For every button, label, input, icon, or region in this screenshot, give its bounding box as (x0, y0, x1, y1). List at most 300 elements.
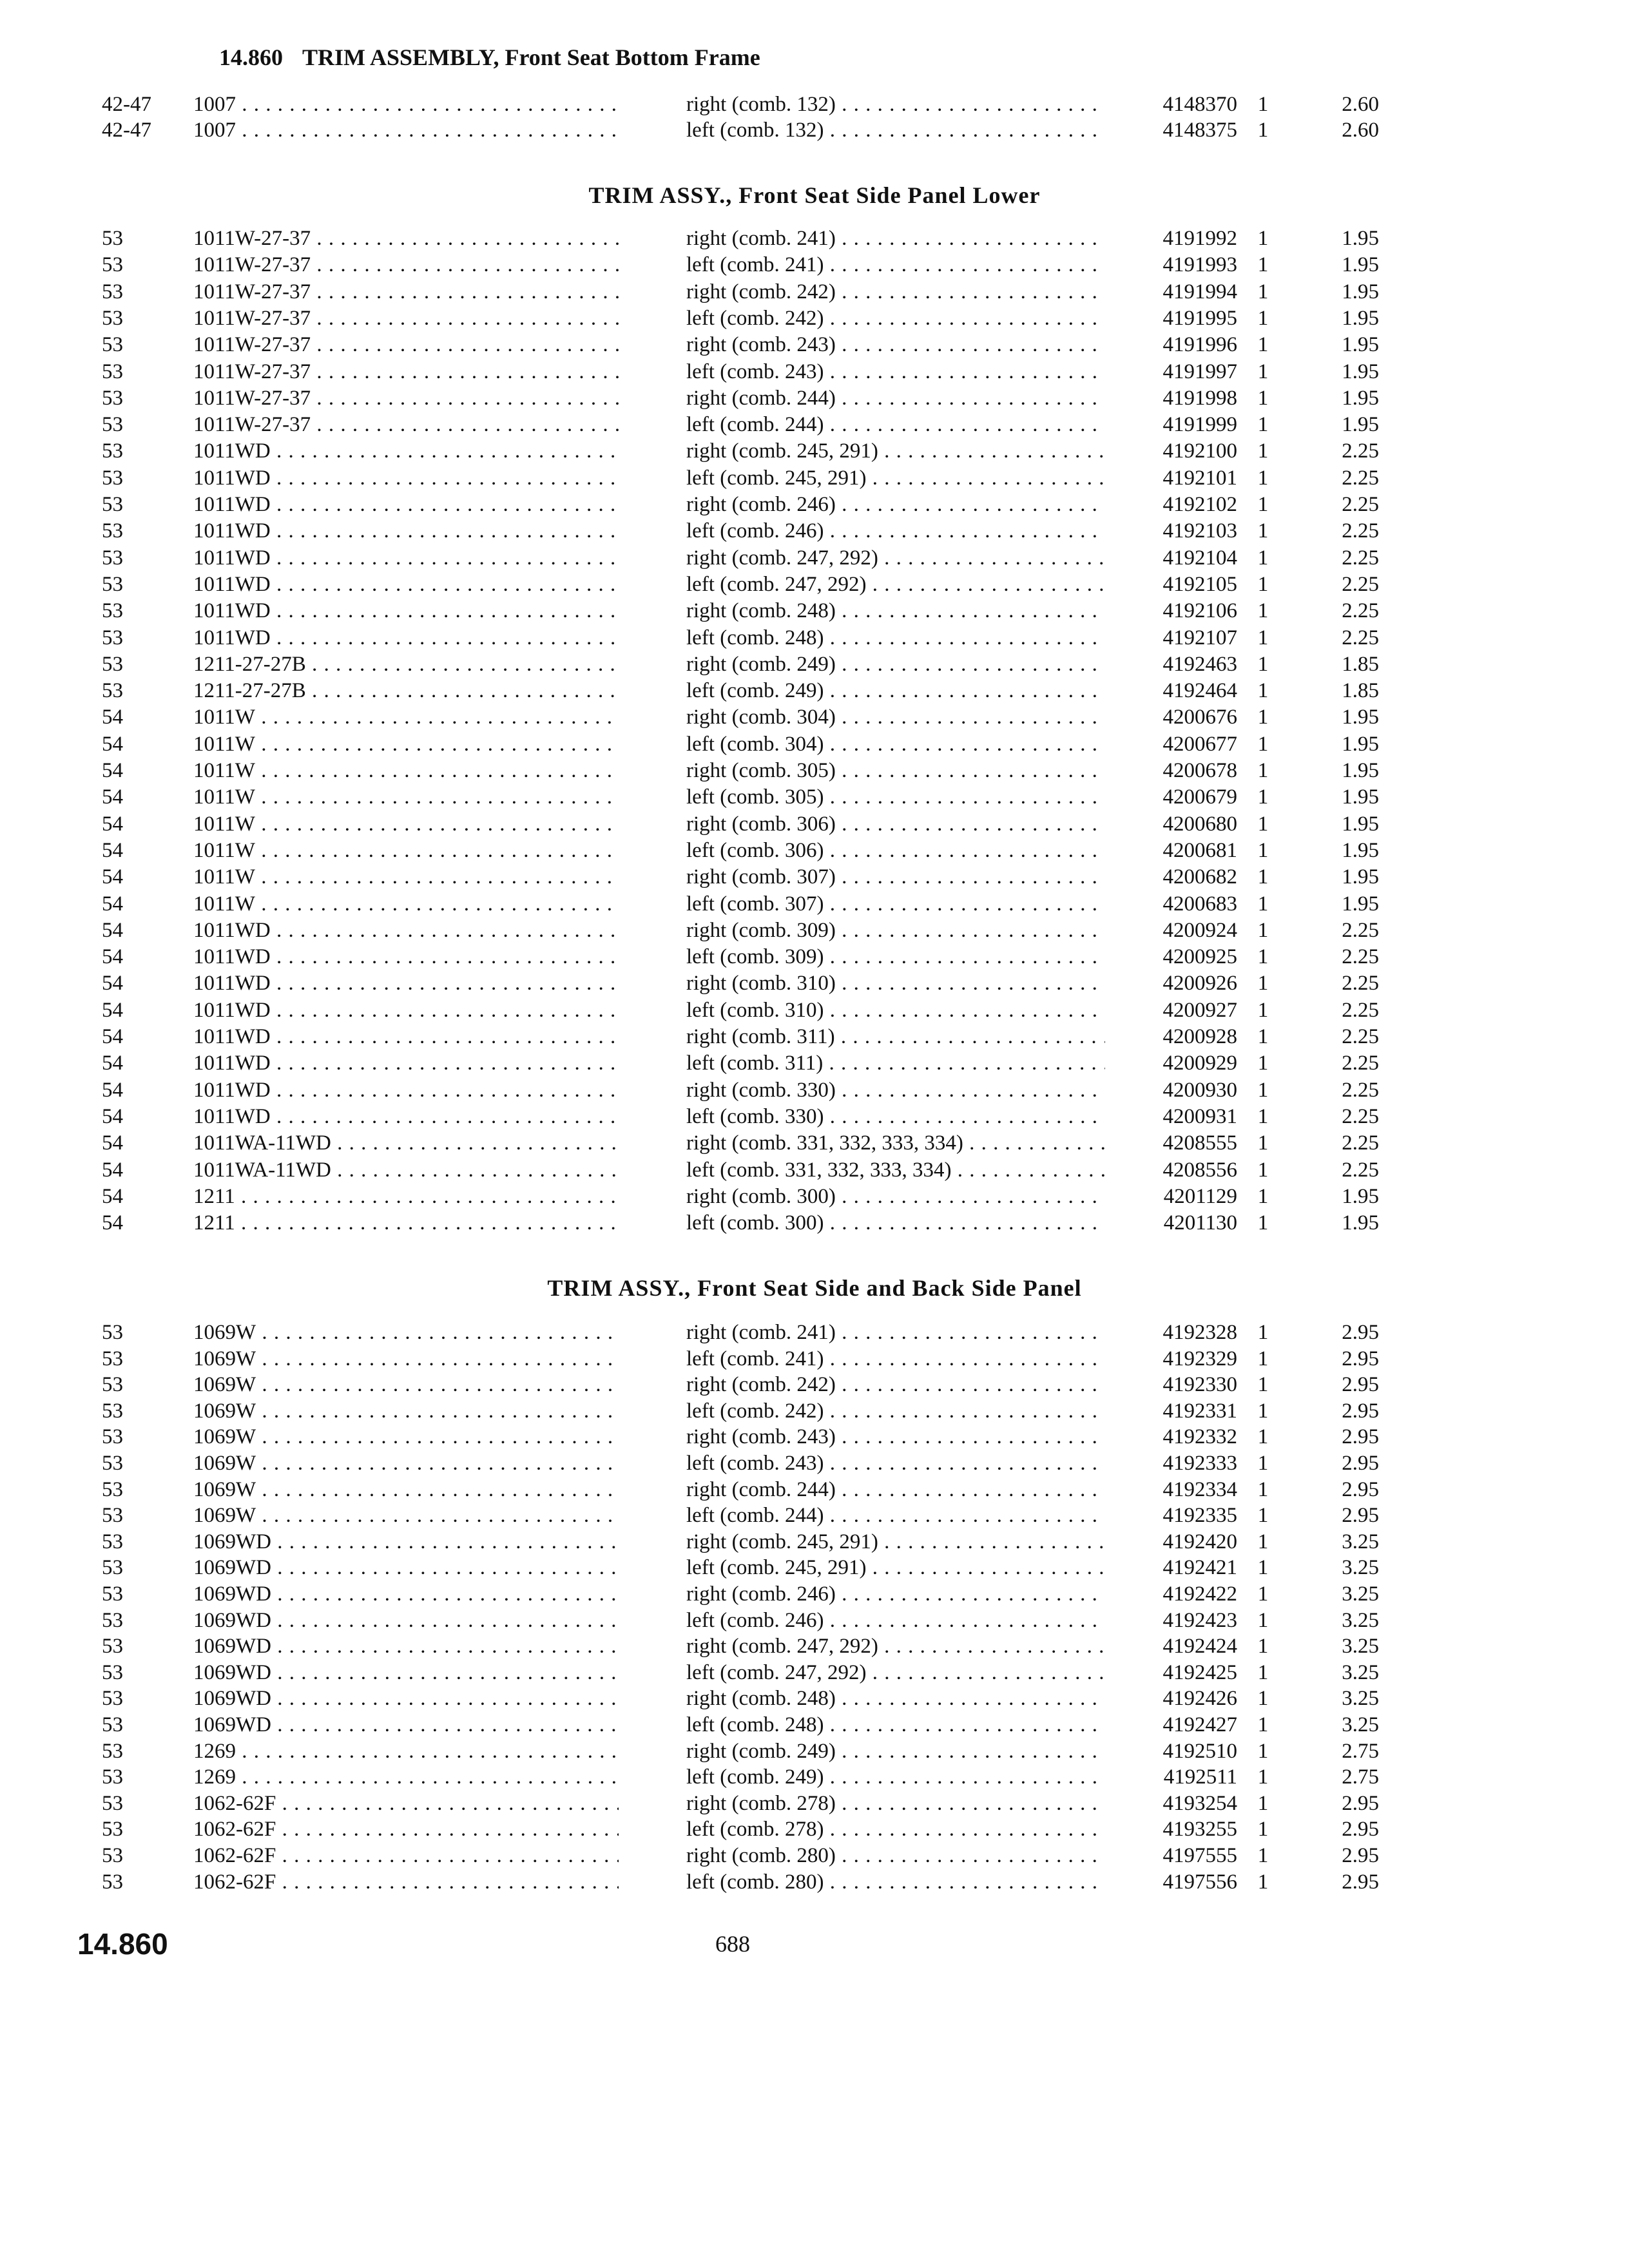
part-number-cell: 4192329 (1162, 1347, 1237, 1370)
price-cell: 2.95 (1342, 1399, 1379, 1423)
body-style-cell: 1011WD . . . (193, 970, 619, 996)
year-cell: 54 (102, 1104, 123, 1128)
quantity-cell: 1 (1257, 119, 1269, 142)
year-cell: 54 (102, 838, 123, 862)
description-cell: right (comb. 242) . . . (686, 279, 1105, 305)
part-number-cell: 4192106 (1162, 599, 1237, 623)
body-style-cell: 1069W . . . (193, 1398, 619, 1424)
section-title-side-panel-lower: TRIM ASSY., Front Seat Side Panel Lower (588, 182, 1041, 208)
price-cell: 1.95 (1342, 1184, 1379, 1208)
quantity-cell: 1 (1257, 493, 1269, 516)
quantity-cell: 1 (1257, 1739, 1269, 1763)
body-style-cell: 1011W-27-37 . . . (193, 412, 619, 437)
part-number-cell: 4192426 (1162, 1687, 1237, 1711)
table-row (0, 704, 1629, 730)
price-cell: 2.25 (1342, 1158, 1379, 1182)
part-number-cell: 4200677 (1162, 732, 1237, 756)
body-style-cell: 1069W . . . (193, 1477, 619, 1503)
year-cell: 53 (102, 1660, 123, 1684)
price-cell: 2.95 (1342, 1321, 1379, 1344)
part-number-cell: 4192463 (1162, 652, 1237, 676)
year-cell: 54 (102, 706, 123, 729)
year-cell: 54 (102, 918, 123, 942)
part-number-cell: 4200928 (1162, 1025, 1237, 1048)
table-row (0, 1157, 1629, 1183)
description-cell: left (comb. 330) . . . (686, 1104, 1105, 1129)
part-number-cell: 4200680 (1162, 812, 1237, 836)
body-style-cell: 1011WD . . . (193, 625, 619, 651)
table-row (0, 997, 1629, 1023)
year-cell: 53 (102, 626, 123, 649)
price-cell: 1.95 (1342, 759, 1379, 782)
quantity-cell: 1 (1257, 1582, 1269, 1606)
body-style-cell: 1062-62F . . . (193, 1791, 619, 1816)
price-cell: 2.25 (1342, 1078, 1379, 1102)
body-style-cell: 1007 . . . (193, 117, 619, 143)
quantity-cell: 1 (1257, 679, 1269, 703)
quantity-cell: 1 (1257, 599, 1269, 623)
body-style-cell: 1011WD . . . (193, 598, 619, 624)
description-cell: right (comb. 248) . . . (686, 1686, 1105, 1711)
quantity-cell: 1 (1257, 1818, 1269, 1841)
part-number-cell: 4192103 (1162, 519, 1237, 543)
body-style-cell: 1069WD . . . (193, 1686, 619, 1711)
part-number-cell: 4200683 (1162, 892, 1237, 916)
part-number-cell: 4191992 (1162, 227, 1237, 250)
price-cell: 1.95 (1342, 706, 1379, 729)
quantity-cell: 1 (1257, 466, 1269, 490)
price-cell: 1.95 (1342, 360, 1379, 383)
year-cell: 53 (102, 1713, 123, 1736)
table-row (0, 492, 1629, 517)
part-number-cell: 4192105 (1162, 572, 1237, 596)
year-cell: 54 (102, 1052, 123, 1075)
body-style-cell: 1011WD . . . (193, 518, 619, 544)
body-style-cell: 1069WD . . . (193, 1555, 619, 1581)
quantity-cell: 1 (1257, 1158, 1269, 1182)
part-number-cell: 4192511 (1163, 1765, 1237, 1789)
quantity-cell: 1 (1257, 1635, 1269, 1658)
part-number-cell: 4191994 (1162, 280, 1237, 303)
table-row (0, 1843, 1629, 1869)
part-number-cell: 4193255 (1162, 1818, 1237, 1841)
year-cell: 53 (102, 652, 123, 676)
year-cell: 54 (102, 892, 123, 916)
description-cell: left (comb. 244) . . . (686, 1503, 1105, 1528)
description-cell: left (comb. 310) . . . (686, 997, 1105, 1023)
body-style-cell: 1011WD . . . (193, 1077, 619, 1103)
body-style-cell: 1011WA-11WD . . . (193, 1130, 619, 1156)
year-cell: 53 (102, 1452, 123, 1475)
year-cell: 53 (102, 253, 123, 277)
table-row (0, 518, 1629, 544)
quantity-cell: 1 (1257, 519, 1269, 543)
quantity-cell: 1 (1257, 892, 1269, 916)
body-style-cell: 1011W-27-37 . . . (193, 332, 619, 358)
year-cell: 53 (102, 1556, 123, 1580)
price-cell: 2.25 (1342, 945, 1379, 969)
quantity-cell: 1 (1257, 945, 1269, 969)
price-cell: 1.95 (1342, 413, 1379, 437)
description-cell: left (comb. 245, 291) . . . (686, 465, 1105, 491)
table-row (0, 1869, 1629, 1895)
quantity-cell: 1 (1257, 1104, 1269, 1128)
description-cell: left (comb. 243) . . . (686, 1450, 1105, 1476)
quantity-cell: 1 (1257, 227, 1269, 250)
table-row (0, 91, 1629, 117)
table-row (0, 784, 1629, 810)
body-style-cell: 1011W . . . (193, 758, 619, 783)
body-style-cell: 1062-62F . . . (193, 1843, 619, 1869)
part-number-cell: 4192421 (1162, 1556, 1237, 1580)
price-cell: 1.95 (1342, 785, 1379, 809)
price-cell: 2.25 (1342, 1131, 1379, 1155)
part-number-cell: 4192107 (1162, 626, 1237, 649)
price-cell: 1.95 (1342, 812, 1379, 836)
table-row (0, 1633, 1629, 1659)
body-style-cell: 1011WD . . . (193, 944, 619, 970)
body-style-cell: 1007 . . . (193, 91, 619, 117)
body-style-cell: 1011WD . . . (193, 545, 619, 571)
price-cell: 2.95 (1342, 1373, 1379, 1397)
year-cell: 53 (102, 599, 123, 623)
year-cell: 53 (102, 1347, 123, 1370)
table-row (0, 1529, 1629, 1555)
quantity-cell: 1 (1257, 1556, 1269, 1580)
description-cell: right (comb. 247, 292) . . . (686, 1633, 1105, 1659)
part-number-cell: 4192424 (1162, 1635, 1237, 1658)
year-cell: 53 (102, 1477, 123, 1501)
quantity-cell: 1 (1257, 785, 1269, 809)
description-cell: right (comb. 278) . . . (686, 1791, 1105, 1816)
year-cell: 53 (102, 439, 123, 463)
table-row (0, 758, 1629, 783)
part-number-cell: 4200930 (1162, 1078, 1237, 1102)
quantity-cell: 1 (1257, 1347, 1269, 1370)
part-number-cell: 4200924 (1162, 918, 1237, 942)
description-cell: left (comb. 242) . . . (686, 1398, 1105, 1424)
price-cell: 1.95 (1342, 865, 1379, 889)
year-cell: 53 (102, 466, 123, 490)
table-row (0, 1555, 1629, 1581)
part-number-cell: 4200681 (1162, 838, 1237, 862)
body-style-cell: 1011W . . . (193, 811, 619, 837)
part-number-cell: 4200679 (1162, 785, 1237, 809)
description-cell: right (comb. 249) . . . (686, 651, 1105, 677)
table-row (0, 811, 1629, 837)
quantity-cell: 1 (1257, 1791, 1269, 1815)
table-row (0, 1738, 1629, 1764)
part-number-cell: 4148375 (1162, 119, 1237, 142)
body-style-cell: 1011WD . . . (193, 572, 619, 597)
price-cell: 2.25 (1342, 519, 1379, 543)
part-number-cell: 4200678 (1162, 759, 1237, 782)
description-cell: right (comb. 304) . . . (686, 704, 1105, 730)
body-style-cell: 1069WD . . . (193, 1529, 619, 1555)
quantity-cell: 1 (1257, 1025, 1269, 1048)
description-cell: left (comb. 311) . . . (686, 1050, 1105, 1076)
description-cell: left (comb. 248) . . . (686, 1712, 1105, 1738)
description-cell: right (comb. 249) . . . (686, 1738, 1105, 1764)
price-cell: 2.25 (1342, 626, 1379, 649)
description-cell: right (comb. 244) . . . (686, 1477, 1105, 1503)
description-cell: left (comb. 331, 332, 333, 334) . . . (686, 1157, 1105, 1183)
description-cell: right (comb. 331, 332, 333, 334) . . . (686, 1130, 1105, 1156)
table-row (0, 332, 1629, 358)
quantity-cell: 1 (1257, 998, 1269, 1022)
table-row (0, 1503, 1629, 1528)
price-cell: 2.25 (1342, 1052, 1379, 1075)
page-number: 688 (715, 1931, 750, 1957)
description-cell: left (comb. 309) . . . (686, 944, 1105, 970)
price-cell: 1.95 (1342, 732, 1379, 756)
part-number-cell: 4191997 (1162, 360, 1237, 383)
description-cell: left (comb. 246) . . . (686, 1608, 1105, 1633)
quantity-cell: 1 (1257, 812, 1269, 836)
price-cell: 3.25 (1342, 1660, 1379, 1684)
part-number-cell: 4192104 (1162, 546, 1237, 570)
price-cell: 3.25 (1342, 1556, 1379, 1580)
table-row (0, 1184, 1629, 1209)
price-cell: 1.95 (1342, 1211, 1379, 1235)
table-row (0, 117, 1629, 143)
quantity-cell: 1 (1257, 1713, 1269, 1736)
description-cell: right (comb. 311) . . . (686, 1024, 1105, 1050)
year-cell: 53 (102, 1504, 123, 1528)
part-number-cell: 4192328 (1162, 1321, 1237, 1344)
table-row (0, 1210, 1629, 1236)
part-number-cell: 4192423 (1162, 1608, 1237, 1632)
description-cell: right (comb. 241) . . . (686, 226, 1105, 251)
description-cell: left (comb. 248) . . . (686, 625, 1105, 651)
body-style-cell: 1011WD . . . (193, 1050, 619, 1076)
table-row (0, 252, 1629, 278)
quantity-cell: 1 (1257, 1399, 1269, 1423)
description-cell: right (comb. 247, 292) . . . (686, 545, 1105, 571)
part-number-cell: 4192100 (1162, 439, 1237, 463)
body-style-cell: 1069W . . . (193, 1450, 619, 1476)
part-number-cell: 4192102 (1162, 493, 1237, 516)
quantity-cell: 1 (1257, 1765, 1269, 1789)
body-style-cell: 1069WD . . . (193, 1581, 619, 1607)
description-cell: right (comb. 246) . . . (686, 492, 1105, 517)
price-cell: 1.95 (1342, 892, 1379, 916)
description-cell: left (comb. 304) . . . (686, 731, 1105, 757)
description-cell: left (comb. 300) . . . (686, 1210, 1105, 1236)
price-cell: 2.25 (1342, 572, 1379, 596)
year-cell: 53 (102, 1425, 123, 1449)
year-cell: 54 (102, 1211, 123, 1235)
table-row (0, 918, 1629, 943)
table-row (0, 1077, 1629, 1103)
table-row (0, 385, 1629, 411)
price-cell: 2.95 (1342, 1452, 1379, 1475)
price-cell: 3.25 (1342, 1608, 1379, 1632)
quantity-cell: 1 (1257, 706, 1269, 729)
quantity-cell: 1 (1257, 1504, 1269, 1528)
year-cell: 53 (102, 1608, 123, 1632)
table-row (0, 864, 1629, 890)
description-cell: left (comb. 249) . . . (686, 1764, 1105, 1790)
part-number-cell: 4191998 (1162, 386, 1237, 410)
table-row (0, 1024, 1629, 1050)
year-cell: 53 (102, 1739, 123, 1763)
description-cell: right (comb. 245, 291) . . . (686, 1529, 1105, 1555)
quantity-cell: 1 (1257, 280, 1269, 303)
part-number-cell: 4192331 (1162, 1399, 1237, 1423)
part-number-cell: 4191993 (1162, 253, 1237, 277)
body-style-cell: 1011W . . . (193, 784, 619, 810)
year-cell: 54 (102, 865, 123, 889)
description-cell: right (comb. 242) . . . (686, 1372, 1105, 1398)
description-cell: left (comb. 242) . . . (686, 305, 1105, 331)
body-style-cell: 1011W . . . (193, 864, 619, 890)
part-number-cell: 4193254 (1162, 1791, 1237, 1815)
body-style-cell: 1011W-27-37 . . . (193, 279, 619, 305)
description-cell: right (comb. 307) . . . (686, 864, 1105, 890)
description-cell: left (comb. 241) . . . (686, 252, 1105, 278)
price-cell: 2.75 (1342, 1765, 1379, 1789)
year-cell: 53 (102, 1373, 123, 1397)
part-number-cell: 4191995 (1162, 306, 1237, 330)
quantity-cell: 1 (1257, 439, 1269, 463)
year-cell: 54 (102, 812, 123, 836)
body-style-cell: 1011W-27-37 . . . (193, 359, 619, 385)
description-cell: right (comb. 300) . . . (686, 1184, 1105, 1209)
part-number-cell: 4192464 (1162, 679, 1237, 703)
price-cell: 2.60 (1342, 93, 1379, 116)
body-style-cell: 1011WA-11WD . . . (193, 1157, 619, 1183)
part-number-cell: 4192330 (1162, 1373, 1237, 1397)
table-row (0, 970, 1629, 996)
table-row (0, 438, 1629, 464)
price-cell: 1.95 (1342, 838, 1379, 862)
price-cell: 2.95 (1342, 1844, 1379, 1867)
table-row (0, 598, 1629, 624)
part-number-cell: 4200931 (1162, 1104, 1237, 1128)
table-row (0, 891, 1629, 917)
price-cell: 1.95 (1342, 253, 1379, 277)
quantity-cell: 1 (1257, 413, 1269, 437)
quantity-cell: 1 (1257, 732, 1269, 756)
quantity-cell: 1 (1257, 333, 1269, 357)
year-cell: 53 (102, 1321, 123, 1344)
price-cell: 2.95 (1342, 1477, 1379, 1501)
year-cell: 53 (102, 1844, 123, 1867)
table-row (0, 1424, 1629, 1450)
quantity-cell: 1 (1257, 1425, 1269, 1449)
year-cell: 54 (102, 972, 123, 995)
table-row (0, 1608, 1629, 1633)
quantity-cell: 1 (1257, 1211, 1269, 1235)
price-cell: 1.95 (1342, 333, 1379, 357)
quantity-cell: 1 (1257, 93, 1269, 116)
table-row (0, 625, 1629, 651)
description-cell: right (comb. 244) . . . (686, 385, 1105, 411)
body-style-cell: 1069WD . . . (193, 1660, 619, 1686)
price-cell: 2.25 (1342, 918, 1379, 942)
description-cell: right (comb. 280) . . . (686, 1843, 1105, 1869)
description-cell: right (comb. 132) . . . (686, 91, 1105, 117)
table-row (0, 572, 1629, 597)
price-cell: 2.25 (1342, 998, 1379, 1022)
year-cell: 53 (102, 413, 123, 437)
price-cell: 3.25 (1342, 1713, 1379, 1736)
quantity-cell: 1 (1257, 1870, 1269, 1894)
year-cell: 54 (102, 1078, 123, 1102)
section-title-side-back-panel: TRIM ASSY., Front Seat Side and Back Side Panel (547, 1275, 1082, 1301)
price-cell: 1.95 (1342, 227, 1379, 250)
quantity-cell: 1 (1257, 1660, 1269, 1684)
year-cell: 54 (102, 1158, 123, 1182)
quantity-cell: 1 (1257, 572, 1269, 596)
table-row (0, 305, 1629, 331)
table-row (0, 1104, 1629, 1129)
description-cell: left (comb. 247, 292) . . . (686, 572, 1105, 597)
quantity-cell: 1 (1257, 1184, 1269, 1208)
price-cell: 2.25 (1342, 599, 1379, 623)
description-cell: left (comb. 249) . . . (686, 678, 1105, 704)
price-cell: 1.95 (1342, 306, 1379, 330)
table-row (0, 1764, 1629, 1790)
table-row (0, 1130, 1629, 1156)
year-cell: 53 (102, 1765, 123, 1789)
table-row (0, 731, 1629, 757)
price-cell: 2.25 (1342, 493, 1379, 516)
table-row (0, 1581, 1629, 1607)
table-row (0, 1791, 1629, 1816)
price-cell: 2.95 (1342, 1347, 1379, 1370)
quantity-cell: 1 (1257, 972, 1269, 995)
price-cell: 1.85 (1342, 679, 1379, 703)
year-cell: 53 (102, 1582, 123, 1606)
table-row (0, 279, 1629, 305)
description-cell: left (comb. 307) . . . (686, 891, 1105, 917)
table-row (0, 1477, 1629, 1503)
year-cell: 53 (102, 572, 123, 596)
part-number-cell: 4191996 (1162, 333, 1237, 357)
quantity-cell: 1 (1257, 386, 1269, 410)
body-style-cell: 1069W . . . (193, 1424, 619, 1450)
year-cell: 53 (102, 333, 123, 357)
part-number-cell: 4200925 (1162, 945, 1237, 969)
year-cell: 53 (102, 1399, 123, 1423)
year-cell: 54 (102, 785, 123, 809)
quantity-cell: 1 (1257, 1477, 1269, 1501)
description-cell: left (comb. 132) . . . (686, 117, 1105, 143)
quantity-cell: 1 (1257, 360, 1269, 383)
part-number-cell: 4197556 (1162, 1870, 1237, 1894)
quantity-cell: 1 (1257, 253, 1269, 277)
year-cell: 54 (102, 1131, 123, 1155)
part-number-cell: 4148370 (1162, 93, 1237, 116)
part-number-cell: 4192334 (1162, 1477, 1237, 1501)
price-cell: 2.95 (1342, 1818, 1379, 1841)
quantity-cell: 1 (1257, 306, 1269, 330)
body-style-cell: 1011WD . . . (193, 997, 619, 1023)
body-style-cell: 1011W-27-37 . . . (193, 252, 619, 278)
table-row (0, 1816, 1629, 1842)
year-cell: 53 (102, 1635, 123, 1658)
table-row (0, 1450, 1629, 1476)
quantity-cell: 1 (1257, 865, 1269, 889)
part-number-cell: 4192425 (1162, 1660, 1237, 1684)
year-cell: 53 (102, 1687, 123, 1711)
year-cell: 54 (102, 732, 123, 756)
year-cell: 42-47 (102, 119, 151, 142)
year-cell: 54 (102, 759, 123, 782)
table-row (0, 226, 1629, 251)
